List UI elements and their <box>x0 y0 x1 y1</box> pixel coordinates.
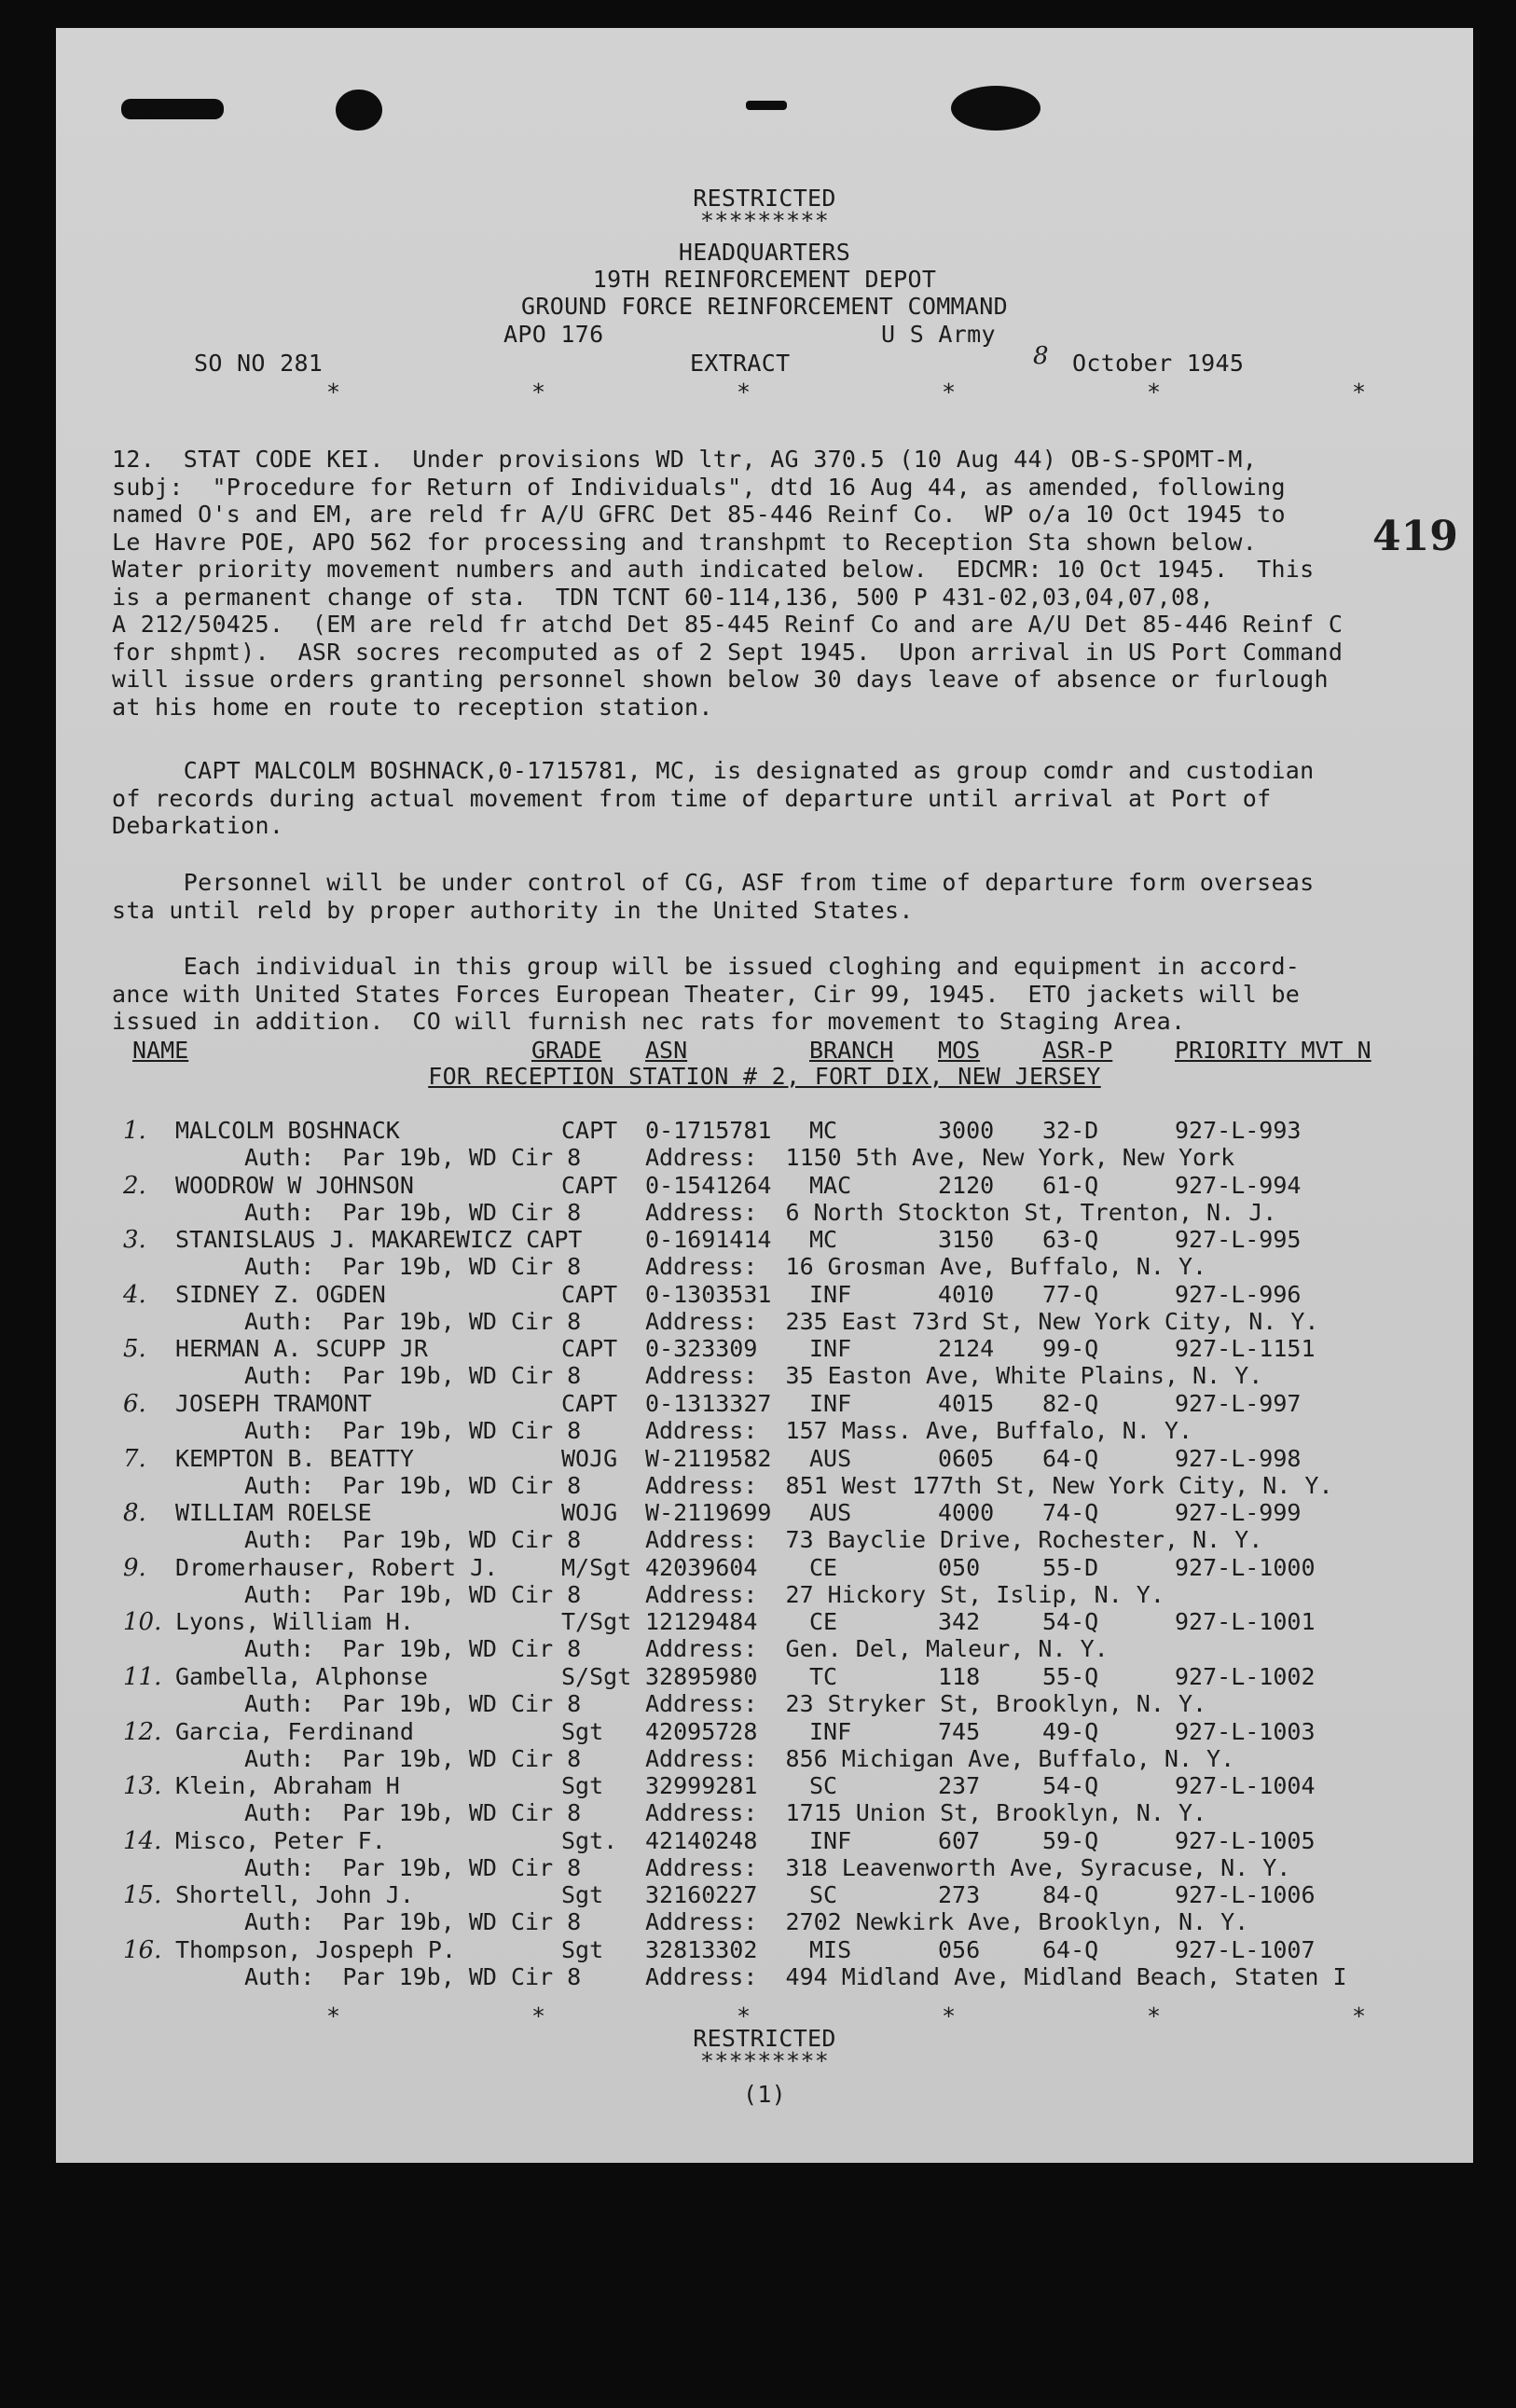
row-name: Shortell, John J. <box>175 1881 414 1909</box>
table-row-detail <box>56 1308 1473 1336</box>
row-grade: M/Sgt <box>561 1553 632 1581</box>
table-row <box>56 1936 1473 1964</box>
row-mos: 4015 <box>938 1390 995 1417</box>
star-mark: * <box>531 2002 546 2030</box>
row-asn: 42095728 <box>645 1717 758 1745</box>
row-asr: 55-D <box>1042 1553 1099 1581</box>
row-auth: Auth: Par 19b, WD Cir 8 <box>244 1471 582 1499</box>
table-row <box>56 1554 1473 1582</box>
table-row <box>56 1718 1473 1746</box>
table-row-detail <box>56 1472 1473 1500</box>
row-priority: 927-L-997 <box>1175 1390 1302 1417</box>
col-asr: ASR-P <box>1042 1037 1113 1064</box>
row-name: SIDNEY Z. OGDEN <box>175 1280 386 1308</box>
row-priority: 927-L-995 <box>1175 1226 1302 1254</box>
special-order-number: SO NO 281 <box>194 350 324 377</box>
row-grade: WOJG <box>561 1444 618 1472</box>
col-branch: BRANCH <box>809 1037 894 1064</box>
classification-bottom: RESTRICTED <box>693 2025 836 2052</box>
page-footer-number: (1) <box>742 2081 787 2108</box>
army: U S Army <box>881 321 996 348</box>
row-mos: 050 <box>938 1553 981 1581</box>
paragraph-1-line: for shpmt). ASR socres recomputed as of 2 Sept 1945. Upon arrival in US Port Command <box>112 638 1344 666</box>
row-address: Address: 1715 Union St, Brooklyn, N. Y. <box>645 1799 1207 1827</box>
row-asn: 32895980 <box>645 1663 758 1690</box>
row-number: 7. <box>123 1444 146 1473</box>
row-address: Address: 73 Bayclie Drive, Rochester, N. Y. <box>645 1526 1263 1554</box>
row-branch: TC <box>809 1663 838 1690</box>
row-number: 15. <box>123 1881 162 1910</box>
punch-hole-far-left <box>121 99 224 119</box>
row-grade: WOJG <box>561 1499 618 1527</box>
row-auth: Auth: Par 19b, WD Cir 8 <box>244 1307 582 1335</box>
table-row-detail <box>56 1253 1473 1281</box>
row-auth: Auth: Par 19b, WD Cir 8 <box>244 1799 582 1827</box>
row-priority: 927-L-1007 <box>1175 1936 1316 1963</box>
table-row-detail <box>56 1526 1473 1554</box>
row-mos: 745 <box>938 1717 981 1745</box>
row-auth: Auth: Par 19b, WD Cir 8 <box>244 1417 582 1444</box>
row-branch: INF <box>809 1826 852 1854</box>
row-auth: Auth: Par 19b, WD Cir 8 <box>244 1144 582 1171</box>
table-row <box>56 1445 1473 1473</box>
row-auth: Auth: Par 19b, WD Cir 8 <box>244 1362 582 1390</box>
row-grade: CAPT <box>561 1335 618 1363</box>
row-name: KEMPTON B. BEATTY <box>175 1444 414 1472</box>
table-row-detail <box>56 1908 1473 1936</box>
row-mos: 4010 <box>938 1280 995 1308</box>
paragraph-4-line: ance with United States Forces European Theater, Cir 99, 1945. ETO jackets will be <box>112 980 1301 1008</box>
row-asr: 64-Q <box>1042 1444 1099 1472</box>
table-row-detail <box>56 1417 1473 1445</box>
table-row <box>56 1881 1473 1909</box>
paragraph-2-line: CAPT MALCOLM BOSHNACK,0-1715781, MC, is designated as group comdr and custodian <box>112 757 1315 784</box>
extract-label: EXTRACT <box>690 350 791 377</box>
row-asn: 0-323309 <box>645 1335 758 1363</box>
row-mos: 118 <box>938 1663 981 1690</box>
row-mos: 0605 <box>938 1444 995 1472</box>
date-rest: October 1945 <box>1072 350 1245 377</box>
row-mos: 2124 <box>938 1335 995 1363</box>
row-asn: 0-1691414 <box>645 1226 772 1254</box>
classification-rule-top: ********* <box>699 207 830 234</box>
table-header <box>56 1037 1473 1065</box>
row-number: 9. <box>123 1553 146 1582</box>
row-number: 13. <box>123 1772 162 1801</box>
row-number: 8. <box>123 1499 146 1528</box>
row-asn: 0-1303531 <box>645 1280 772 1308</box>
row-mos: 342 <box>938 1608 981 1636</box>
table-row <box>56 1226 1473 1254</box>
row-address: Address: 318 Leavenworth Ave, Syracuse, N. Y. <box>645 1853 1291 1881</box>
row-address: Address: 35 Easton Ave, White Plains, N. Y. <box>645 1362 1263 1390</box>
star-mark: * <box>326 2002 341 2030</box>
row-priority: 927-L-1151 <box>1175 1335 1316 1363</box>
row-number: 12. <box>123 1717 162 1746</box>
paragraph-1-line: A 212/50425. (EM are reld fr atchd Det 85-445 Reinf Co and are A/U Det 85-446 Reinf C <box>112 611 1344 638</box>
row-auth: Auth: Par 19b, WD Cir 8 <box>244 1253 582 1281</box>
table-row <box>56 1608 1473 1636</box>
row-address: Address: 1150 5th Ave, New York, New York <box>645 1144 1235 1171</box>
row-number: 1. <box>123 1117 146 1145</box>
row-asn: 42140248 <box>645 1826 758 1854</box>
table-row-detail <box>56 1362 1473 1390</box>
row-grade: CAPT <box>561 1390 618 1417</box>
row-mos: 273 <box>938 1881 981 1909</box>
paragraph-1-line: subj: "Procedure for Return of Individuals", dtd 16 Aug 44, as amended, following <box>112 473 1286 501</box>
row-branch: CE <box>809 1553 838 1581</box>
row-branch: INF <box>809 1390 852 1417</box>
row-branch: AUS <box>809 1444 852 1472</box>
star-mark: * <box>326 378 341 406</box>
paragraph-1-line: will issue orders granting personnel shown below 30 days leave of absence or furlough <box>112 666 1329 693</box>
paragraph-1-line: 12. STAT CODE KEI. Under provisions WD ltr, AG 370.5 (10 Aug 44) OB-S-SPOMT-M, <box>112 446 1258 473</box>
table-row <box>56 1499 1473 1527</box>
row-number: 4. <box>123 1280 146 1309</box>
row-branch: SC <box>809 1772 838 1800</box>
row-asn: 42039604 <box>645 1553 758 1581</box>
row-priority: 927-L-994 <box>1175 1171 1302 1199</box>
row-name: STANISLAUS J. MAKAREWICZ CAPT <box>175 1226 583 1254</box>
row-grade: Sgt <box>561 1717 604 1745</box>
row-priority: 927-L-996 <box>1175 1280 1302 1308</box>
row-address: Address: 494 Midland Ave, Midland Beach, Staten I <box>645 1963 1347 1990</box>
row-address: Address: Gen. Del, Maleur, N. Y. <box>645 1635 1109 1663</box>
header-line-1: HEADQUARTERS <box>678 239 851 266</box>
row-asr: 64-Q <box>1042 1936 1099 1963</box>
row-auth: Auth: Par 19b, WD Cir 8 <box>244 1526 582 1554</box>
row-asr: 54-Q <box>1042 1608 1099 1636</box>
row-auth: Auth: Par 19b, WD Cir 8 <box>244 1853 582 1881</box>
punch-hole-center <box>746 101 787 110</box>
row-name: Klein, Abraham H <box>175 1772 400 1800</box>
row-auth: Auth: Par 19b, WD Cir 8 <box>244 1963 582 1990</box>
row-name: MALCOLM BOSHNACK <box>175 1117 400 1144</box>
table-row-detail <box>56 1581 1473 1609</box>
star-mark: * <box>942 378 957 406</box>
row-branch: MAC <box>809 1171 852 1199</box>
row-mos: 607 <box>938 1826 981 1854</box>
page-number-stamp: 419 <box>1372 513 1458 560</box>
row-address: Address: 27 Hickory St, Islip, N. Y. <box>645 1580 1165 1608</box>
row-grade: CAPT <box>561 1117 618 1144</box>
row-priority: 927-L-1004 <box>1175 1772 1316 1800</box>
paragraph-2-line: Debarkation. <box>112 812 284 839</box>
row-address: Address: 157 Mass. Ave, Buffalo, N. Y. <box>645 1417 1192 1444</box>
row-name: WOODROW W JOHNSON <box>175 1171 414 1199</box>
row-priority: 927-L-1005 <box>1175 1826 1316 1854</box>
row-name: WILLIAM ROELSE <box>175 1499 372 1527</box>
row-name: HERMAN A. SCUPP JR <box>175 1335 428 1363</box>
row-address: Address: 23 Stryker St, Brooklyn, N. Y. <box>645 1690 1207 1717</box>
row-asn: 0-1715781 <box>645 1117 772 1144</box>
star-mark: * <box>737 378 751 406</box>
row-mos: 056 <box>938 1936 981 1963</box>
row-asn: 32999281 <box>645 1772 758 1800</box>
row-priority: 927-L-993 <box>1175 1117 1302 1144</box>
row-name: JOSEPH TRAMONT <box>175 1390 372 1417</box>
row-auth: Auth: Par 19b, WD Cir 8 <box>244 1198 582 1226</box>
row-priority: 927-L-1002 <box>1175 1663 1316 1690</box>
row-grade: Sgt <box>561 1881 604 1909</box>
row-mos: 3000 <box>938 1117 995 1144</box>
row-name: Thompson, Jospeph P. <box>175 1936 457 1963</box>
row-number: 3. <box>123 1226 146 1255</box>
row-asr: 55-Q <box>1042 1663 1099 1690</box>
classification-top: RESTRICTED <box>693 185 836 212</box>
row-number: 6. <box>123 1390 146 1418</box>
punch-hole-right <box>951 86 1041 131</box>
row-asr: 82-Q <box>1042 1390 1099 1417</box>
table-row <box>56 1663 1473 1691</box>
row-priority: 927-L-1001 <box>1175 1608 1316 1636</box>
row-branch: SC <box>809 1881 838 1909</box>
row-asn: 32813302 <box>645 1936 758 1963</box>
row-asr: 77-Q <box>1042 1280 1099 1308</box>
row-branch: AUS <box>809 1499 852 1527</box>
star-mark: * <box>531 378 546 406</box>
col-mos: MOS <box>938 1037 981 1064</box>
row-auth: Auth: Par 19b, WD Cir 8 <box>244 1744 582 1772</box>
row-branch: INF <box>809 1280 852 1308</box>
row-priority: 927-L-1006 <box>1175 1881 1316 1909</box>
row-auth: Auth: Par 19b, WD Cir 8 <box>244 1580 582 1608</box>
row-branch: CE <box>809 1608 838 1636</box>
row-grade: Sgt <box>561 1772 604 1800</box>
row-mos: 4000 <box>938 1499 995 1527</box>
classification-rule-bottom: ********* <box>699 2047 830 2074</box>
row-auth: Auth: Par 19b, WD Cir 8 <box>244 1690 582 1717</box>
paragraph-4-line: issued in addition. CO will furnish nec rats for movement to Staging Area. <box>112 1008 1186 1035</box>
table-row <box>56 1390 1473 1418</box>
date-day: 8 <box>1033 342 1049 370</box>
paragraph-1-line: is a permanent change of sta. TDN TCNT 60-114,136, 500 P 431-02,03,04,07,08, <box>112 583 1215 611</box>
row-name: Misco, Peter F. <box>175 1826 386 1854</box>
row-name: Garcia, Ferdinand <box>175 1717 414 1745</box>
apo: APO 176 <box>503 321 604 348</box>
row-branch: INF <box>809 1335 852 1363</box>
row-priority: 927-L-998 <box>1175 1444 1302 1472</box>
table-row-detail <box>56 1745 1473 1773</box>
row-mos: 3150 <box>938 1226 995 1254</box>
paragraph-1-line: at his home en route to reception station. <box>112 693 713 721</box>
row-number: 5. <box>123 1335 146 1364</box>
row-asn: 32160227 <box>645 1881 758 1909</box>
row-asr: 61-Q <box>1042 1171 1099 1199</box>
paragraph-3-line: sta until reld by proper authority in the United States. <box>112 896 914 924</box>
row-number: 14. <box>123 1826 162 1855</box>
row-name: Lyons, William H. <box>175 1608 414 1636</box>
row-asr: 99-Q <box>1042 1335 1099 1363</box>
row-branch: MC <box>809 1117 838 1144</box>
row-asn: 12129484 <box>645 1608 758 1636</box>
row-branch: MIS <box>809 1936 852 1963</box>
row-name: Dromerhauser, Robert J. <box>175 1553 499 1581</box>
row-grade: CAPT <box>561 1280 618 1308</box>
table-row <box>56 1117 1473 1145</box>
row-grade: T/Sgt <box>561 1608 632 1636</box>
row-grade: Sgt <box>561 1936 604 1963</box>
row-number: 2. <box>123 1171 146 1200</box>
table-row-detail <box>56 1854 1473 1882</box>
row-mos: 2120 <box>938 1171 995 1199</box>
table-row-detail <box>56 1963 1473 1991</box>
row-auth: Auth: Par 19b, WD Cir 8 <box>244 1635 582 1663</box>
row-priority: 927-L-999 <box>1175 1499 1302 1527</box>
row-branch: MC <box>809 1226 838 1254</box>
row-asn: 0-1541264 <box>645 1171 772 1199</box>
row-address: Address: 6 North Stockton St, Trenton, N. J. <box>645 1198 1277 1226</box>
row-address: Address: 235 East 73rd St, New York City, N. Y. <box>645 1307 1319 1335</box>
row-grade: S/Sgt <box>561 1663 632 1690</box>
station-line: FOR RECEPTION STATION # 2, FORT DIX, NEW JERSEY <box>428 1063 1101 1090</box>
row-asr: 49-Q <box>1042 1717 1099 1745</box>
table-row <box>56 1827 1473 1855</box>
row-address: Address: 2702 Newkirk Ave, Brooklyn, N. Y. <box>645 1908 1249 1936</box>
col-priority: PRIORITY MVT N <box>1175 1037 1371 1064</box>
paragraph-1-line: Le Havre POE, APO 562 for processing and transhpmt to Reception Sta shown below. <box>112 528 1258 556</box>
header-line-3: GROUND FORCE REINFORCEMENT COMMAND <box>521 293 1008 320</box>
row-priority: 927-L-1003 <box>1175 1717 1316 1745</box>
star-mark: * <box>1352 2002 1367 2030</box>
star-mark: * <box>1147 378 1162 406</box>
row-name: Gambella, Alphonse <box>175 1663 428 1690</box>
table-row-detail <box>56 1690 1473 1718</box>
star-mark: * <box>942 2002 957 2030</box>
star-mark: * <box>1147 2002 1162 2030</box>
paragraph-4-line: Each individual in this group will be issued cloghing and equipment in accord- <box>112 953 1301 980</box>
star-mark: * <box>1352 378 1367 406</box>
header-line-2: 19TH REINFORCEMENT DEPOT <box>592 266 937 293</box>
row-asn: W-2119699 <box>645 1499 772 1527</box>
row-grade: CAPT <box>561 1171 618 1199</box>
punch-hole-left <box>336 89 382 131</box>
col-grade: GRADE <box>531 1037 602 1064</box>
row-address: Address: 851 West 177th St, New York City, N. Y. <box>645 1471 1333 1499</box>
row-asr: 63-Q <box>1042 1226 1099 1254</box>
table-row <box>56 1335 1473 1363</box>
row-asr: 54-Q <box>1042 1772 1099 1800</box>
row-asr: 74-Q <box>1042 1499 1099 1527</box>
document-page <box>56 28 1473 2163</box>
table-row-detail <box>56 1799 1473 1827</box>
star-mark: * <box>737 2002 751 2030</box>
row-address: Address: 16 Grosman Ave, Buffalo, N. Y. <box>645 1253 1207 1281</box>
row-auth: Auth: Par 19b, WD Cir 8 <box>244 1908 582 1936</box>
col-name: NAME <box>132 1037 189 1064</box>
table-row-detail <box>56 1144 1473 1172</box>
row-number: 10. <box>123 1608 162 1637</box>
row-asn: W-2119582 <box>645 1444 772 1472</box>
row-asn: 0-1313327 <box>645 1390 772 1417</box>
row-mos: 237 <box>938 1772 981 1800</box>
paragraph-2-line: of records during actual movement from time of departure until arrival at Port of <box>112 784 1272 812</box>
row-priority: 927-L-1000 <box>1175 1553 1316 1581</box>
table-row <box>56 1772 1473 1800</box>
row-asr: 59-Q <box>1042 1826 1099 1854</box>
paragraph-1-line: named O's and EM, are reld fr A/U GFRC Det 85-446 Reinf Co. WP o/a 10 Oct 1945 to <box>112 501 1286 528</box>
row-number: 11. <box>123 1663 162 1691</box>
row-address: Address: 856 Michigan Ave, Buffalo, N. Y. <box>645 1744 1235 1772</box>
col-asn: ASN <box>645 1037 688 1064</box>
paragraph-3-line: Personnel will be under control of CG, ASF from time of departure form overseas <box>112 869 1315 896</box>
table-row <box>56 1172 1473 1200</box>
row-number: 16. <box>123 1936 162 1964</box>
table-row-detail <box>56 1635 1473 1663</box>
table-row <box>56 1281 1473 1309</box>
paragraph-1-line: Water priority movement numbers and auth indicated below. EDCMR: 10 Oct 1945. This <box>112 556 1315 583</box>
row-asr: 32-D <box>1042 1117 1099 1144</box>
table-row-detail <box>56 1199 1473 1227</box>
row-asr: 84-Q <box>1042 1881 1099 1909</box>
row-grade: Sgt. <box>561 1826 618 1854</box>
row-branch: INF <box>809 1717 852 1745</box>
